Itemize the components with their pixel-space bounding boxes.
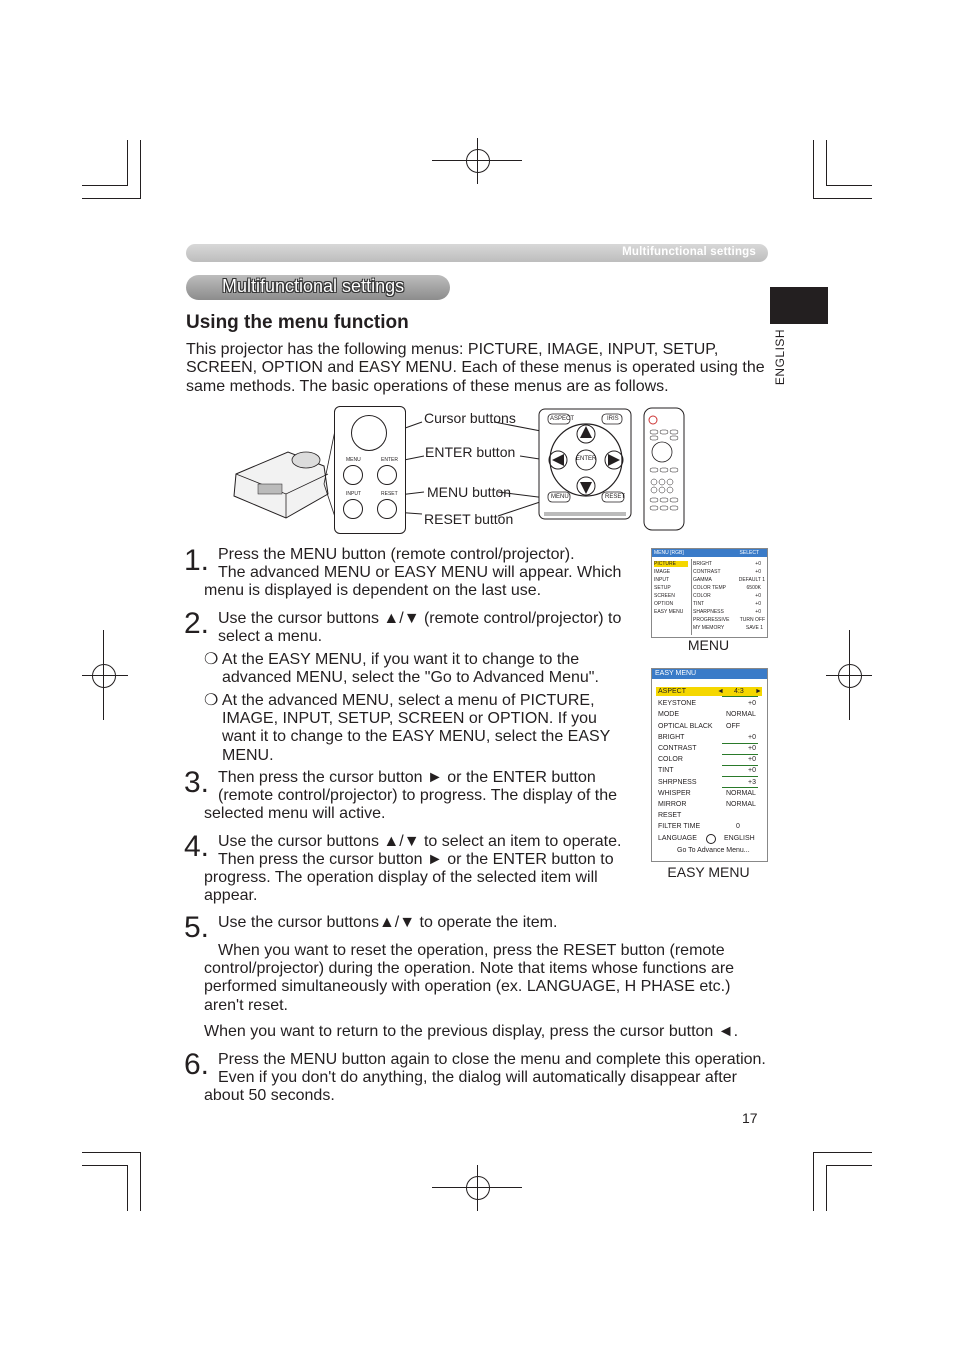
crop-mark	[140, 1152, 141, 1211]
callout-reset-button: RESET button	[424, 511, 514, 527]
slider-bar	[722, 696, 758, 697]
menu-divider	[691, 559, 692, 635]
slider-bar	[722, 787, 758, 788]
cursor-pad	[351, 415, 387, 451]
bullet-advanced-menu: ❍ At the advanced MENU, select a menu of PICTURE, IMAGE, INPUT, SETUP, SCREEN or OPTION. If you want it to change to the EASY MENU, select the EASY MENU.	[204, 692, 611, 764]
running-header	[186, 244, 768, 262]
intro-paragraph: This projector has the following menus: PICTURE, IMAGE, INPUT, SETUP, SCREEN, OPTION and EASY MENU. Each of these menus is operated using the same methods. The basic operations of these menus are as follows.	[186, 341, 765, 395]
globe-icon	[706, 834, 716, 844]
remote-control-illustration	[642, 406, 686, 532]
crop-mark	[82, 1165, 128, 1166]
slider-bar	[722, 776, 758, 777]
step-5-note-return: When you want to return to the previous display, press the cursor button ◄.	[204, 1023, 739, 1040]
step-number: 3.	[184, 766, 210, 799]
menu-caption: MENU	[687, 637, 730, 653]
step-number: 2.	[184, 607, 210, 640]
panel-label-input: INPUT	[346, 491, 361, 497]
remote-label-reset: RESET	[605, 494, 626, 500]
page-heading: Using the menu function	[186, 312, 409, 333]
registration-mark	[92, 664, 116, 688]
control-panel-illustration	[334, 406, 406, 534]
step-number: 1.	[184, 544, 210, 577]
reset-button-shape	[377, 499, 397, 519]
easy-menu-caption: EASY MENU	[667, 864, 750, 880]
panel-label-reset: RESET	[381, 491, 398, 497]
step-3-line1: Then press the cursor button ► or the ENTER button	[218, 769, 596, 786]
callout-menu-button: MENU button	[427, 484, 512, 500]
crop-mark	[813, 1152, 814, 1211]
callout-cursor-buttons: Cursor buttons	[424, 410, 516, 426]
advanced-menu-screenshot	[651, 548, 768, 638]
registration-mark	[466, 149, 490, 173]
input-button-shape	[343, 499, 363, 519]
remote-closeup-illustration	[538, 408, 634, 522]
slider-bar	[722, 754, 758, 755]
language-tab	[770, 287, 828, 324]
step-4-line1: Use the cursor buttons ▲/▼ to select an item to operate.	[218, 833, 622, 850]
running-title: Multifunctional settings	[622, 246, 756, 258]
crop-mark	[82, 1152, 141, 1153]
crop-mark	[140, 140, 141, 199]
registration-mark	[838, 664, 862, 688]
registration-line	[103, 630, 104, 720]
slider-bar	[722, 743, 758, 744]
remote-label-aspect: ASPECT	[550, 416, 575, 422]
step-5-line1: Use the cursor buttons▲/▼ to operate the item.	[218, 914, 558, 931]
language-label: ENGLISH	[773, 328, 787, 386]
aspect-right-arrow: ►	[755, 688, 762, 695]
bullet-easy-menu: ❍ At the EASY MENU, if you want it to change to the advanced MENU, select the "Go to Advanced Menu".	[204, 651, 599, 687]
step-number: 6.	[184, 1048, 210, 1081]
easy-menu-screenshot: EASY MENU ASPECT ◄ 4:3 ► KEYSTONE +0 MODE NORMAL OPTICAL BLACK OFF BRIGHT +0 CONTRAST +0 COLOR +0 TINT +0 SHRPNESS +3 WHISPER NORMAL MIRROR NORMAL RESET FILTER TIME 0 LANGUAGE ENGLISH Go To Advance Menu...	[651, 668, 768, 862]
registration-line	[477, 1165, 478, 1211]
step-number: 5.	[184, 911, 210, 944]
crop-mark	[82, 198, 141, 199]
step-6-line1: Press the MENU button again to close the menu and complete this operation.	[218, 1051, 766, 1068]
callout-enter-button: ENTER button	[425, 444, 516, 460]
step-2-line1: Use the cursor buttons ▲/▼ (remote control/projector) to	[218, 610, 622, 627]
remote-label-enter: ENTER	[576, 456, 597, 462]
slider-bar	[722, 765, 758, 766]
enter-button-shape	[377, 465, 397, 485]
step-4-rest: Then press the cursor button ► or the ENTER button to progress. The operation display of the selected item will appear.	[204, 851, 614, 905]
section-title: Multifunctional settings	[222, 276, 405, 296]
step-5-note-reset: When you want to reset the operation, press the RESET button (remote control/projector) during the operation. Note that items whose functions are performed simultaneously with operation (ex. LANGUAGE, H PHASE etc.) aren't reset.	[204, 942, 735, 1014]
crop-mark	[127, 140, 128, 186]
registration-line	[849, 630, 850, 720]
step-1-rest: The advanced MENU or EASY MENU will appear. Which menu is displayed is dependent on the last use.	[204, 564, 622, 600]
crop-mark	[826, 140, 827, 186]
crop-mark	[813, 198, 872, 199]
menu-tab-column: PICTURE IMAGE INPUT SETUP SCREEN OPTION EASY MENU	[654, 561, 690, 635]
step-1-line1: Press the MENU button (remote control/projector).	[218, 546, 575, 563]
crop-mark	[127, 1165, 128, 1211]
crop-mark	[826, 185, 872, 186]
step-3-rest: (remote control/projector) to progress. The display of the selected menu will active.	[204, 787, 617, 823]
section-title-pill	[186, 275, 450, 300]
crop-mark	[826, 1165, 827, 1211]
registration-mark	[466, 1176, 490, 1200]
page-number: 17	[742, 1110, 758, 1126]
crop-mark	[82, 185, 128, 186]
step-2-rest: select a menu.	[218, 628, 323, 645]
aspect-left-arrow: ◄	[717, 688, 724, 695]
panel-label-menu: MENU	[346, 457, 361, 463]
step-6-rest: Even if you don't do anything, the dialog will automatically disappear after about 50 seconds.	[204, 1069, 737, 1105]
menu-item-list: BRIGHT +0 CONTRAST +0 GAMMA DEFAULT 1 COLOR TEMP 6500K COLOR +0 TINT +0 SHARPNESS +0 PROGRESSIVE TURN OFF MY MEMORY SAVE 1	[693, 561, 765, 631]
go-to-advanced-link: Go To Advance Menu...	[677, 847, 750, 854]
crop-mark	[813, 1152, 872, 1153]
crop-mark	[826, 1165, 872, 1166]
crop-mark	[813, 140, 814, 199]
panel-label-enter: ENTER	[381, 457, 398, 463]
remote-label-menu: MENU	[551, 494, 569, 500]
menu-button-shape	[343, 465, 363, 485]
step-number: 4.	[184, 830, 210, 863]
registration-line	[477, 138, 478, 184]
registration-line	[82, 675, 128, 676]
easy-menu-title-bar: EASY MENU	[652, 669, 767, 679]
remote-label-iris: IRIS	[607, 416, 619, 422]
menu-title-bar: MENU [RGB] SELECT	[652, 549, 767, 557]
